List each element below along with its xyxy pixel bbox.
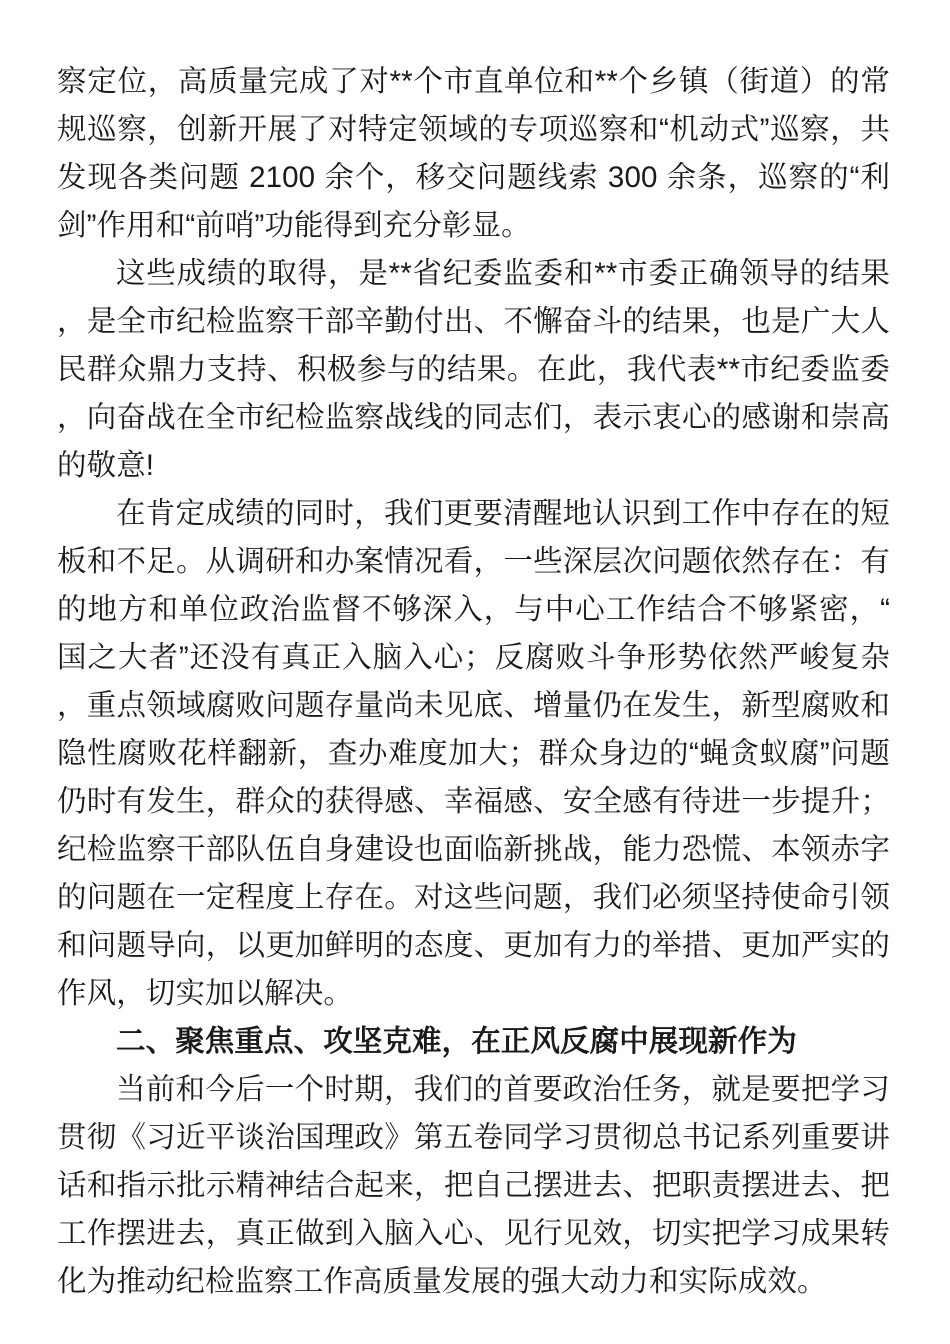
paragraph-political-task: 当前和今后一个时期，我们的首要政治任务，就是要把学习贯彻《习近平谈治国理政》第五卷同学习贯彻总书记系列重要讲话和指示批示精神结合起来，把自己摆进去、把职责摆进去、把工作摆进去，真正做到入脑入心、见行见效，切实把学习成果转化为推动纪检监察工作高质量发展的强大动力和实际成效。 bbox=[57, 1073, 890, 1298]
section-heading-two: 二、聚焦重点、攻坚克难，在正风反腐中展现新作为 bbox=[116, 1025, 797, 1058]
paragraph-acknowledgements: 这些成绩的取得，是**省纪委监委和**市委正确领导的结果，是全市纪检监察干部辛勤付出、不懈奋斗的结果，也是广大人民群众鼎力支持、积极参与的结果。在此，我代表**市纪委监委，向奋战在全市纪检监察战线的同志们，表示衷心的感谢和崇高的敬意! bbox=[57, 257, 890, 482]
document-body bbox=[57, 58, 890, 1306]
paragraph-inspection-results: 察定位，高质量完成了对**个市直单位和**个乡镇（街道）的常规巡察，创新开展了对特定领域的专项巡察和“机动式”巡察，共发现各类问题 2100 余个，移交问题线索 300 余条，巡察的“利剑”作用和“前哨”功能得到充分彰显。 bbox=[57, 65, 890, 242]
paragraph-shortcomings: 在肯定成绩的同时，我们更要清醒地认识到工作中存在的短板和不足。从调研和办案情况看，一些深层次问题依然存在：有的地方和单位政治监督不够深入，与中心工作结合不够紧密，“国之大者”还没有真正入脑入心；反腐败斗争形势依然严峻复杂，重点领域腐败问题存量尚未见底、增量仍在发生，新型腐败和隐性腐败花样翻新，查办难度加大；群众身边的“蝇贪蚁腐”问题仍时有发生，群众的获得感、幸福感、安全感有待进一步提升；纪检监察干部队伍自身建设也面临新挑战，能力恐慌、本领赤字的问题在一定程度上存在。对这些问题，我们必须坚持使命引领和问题导向，以更加鲜明的态度、更加有力的举措、更加严实的作风，切实加以解决。 bbox=[57, 497, 890, 1010]
